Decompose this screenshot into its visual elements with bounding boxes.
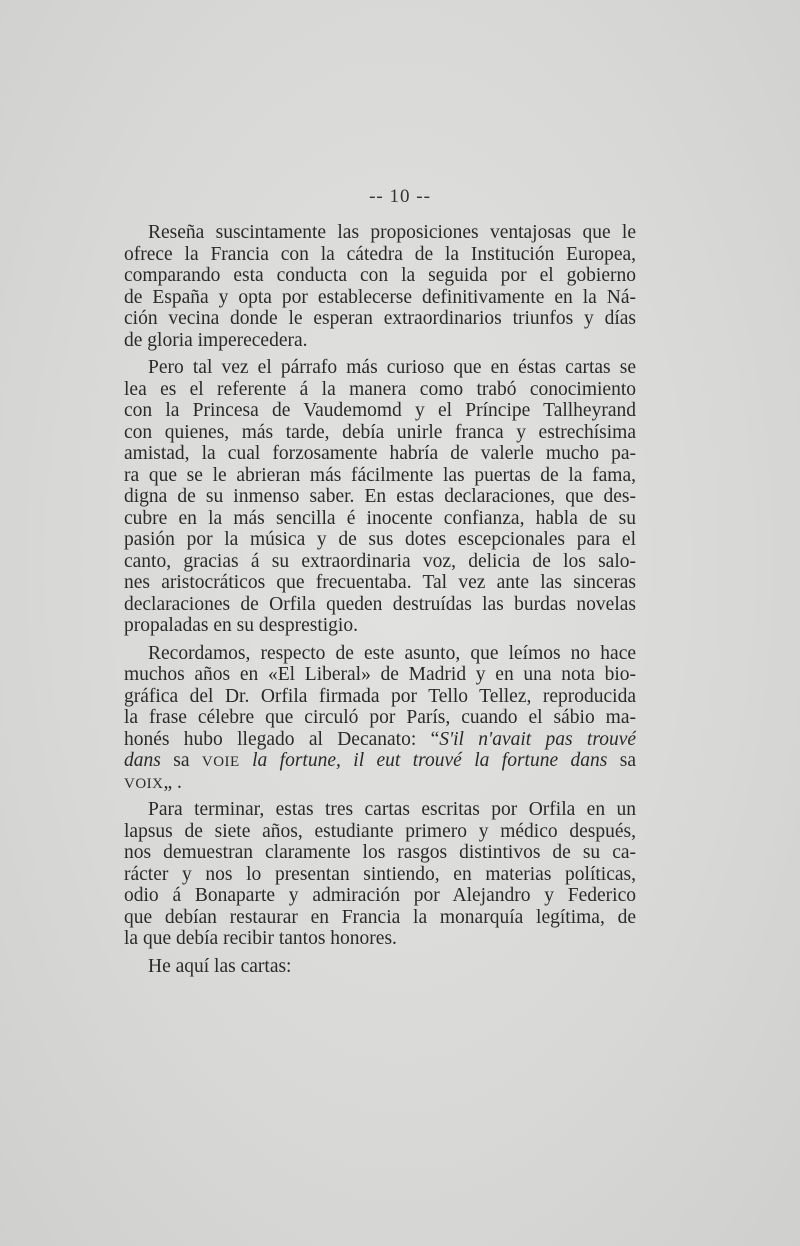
text-line: de España y opta por establecerse definitivamente en la Ná- [124, 286, 636, 308]
text-line: He aquí las cartas: [148, 955, 292, 977]
text-line: Para terminar, estas tres cartas escritas por Orfila en un [148, 799, 636, 820]
text-line: propaladas en su desprestigio. [124, 615, 358, 636]
text-line: pasión por la música y de sus dotes escepcionales para el [124, 529, 636, 550]
body-text [124, 222, 636, 977]
quote-text: S'il n'avait pas trouvé [439, 728, 636, 750]
quote-text: la fortune, il eut trouvé la fortune dans [239, 750, 608, 771]
text-line: canto, gracias á su extraordinaria voz, delicia de los salo- [124, 550, 636, 572]
paragraph-5 [124, 956, 636, 978]
text-line: la que debía recibir tantos honores. [124, 928, 397, 949]
quote-mark: “ [430, 728, 440, 750]
text-line: declaraciones de Orfila queden destruídas las burdas novelas [124, 593, 636, 615]
smallcaps-text: VOIX [124, 775, 164, 792]
paragraph-3 [124, 643, 636, 794]
text-line: cubre en la más sencilla é inocente confianza, habla de su [124, 507, 636, 529]
text-line: la frase célebre que circuló por París, cuando el sábio ma- [124, 707, 636, 728]
text-line: nos demuestran claramente los rasgos distintivos de su ca- [124, 842, 636, 863]
text-line: comparando esta conducta con la seguida por el gobierno [124, 265, 636, 286]
quote-line [124, 772, 636, 794]
text-line: ción vecina donde le esperan extraordinarios triunfos y días [124, 308, 636, 329]
text-line: gráfica del Dr. Orfila firmada por Tello Tellez, reproducida [124, 685, 636, 707]
text-line: ofrece la Francia con la cátedra de la Institución Europea, [124, 243, 636, 265]
text-line: nes aristocráticos que frecuentaba. Tal vez ante las sinceras [124, 572, 636, 593]
text-line: muchos años en «El Liberal» de Madrid y en una nota bio- [124, 664, 636, 685]
quote-text: dans [124, 750, 161, 771]
text-line: Pero tal vez el párrafo más curioso que en éstas cartas se [148, 357, 636, 378]
page-number: -- 10 -- [369, 186, 431, 207]
quote-line [124, 750, 636, 772]
text-line: con la Princesa de Vaudemomd y el Príncipe Tallheyrand [124, 400, 636, 421]
text-line: lapsus de siete años, estudiante primero y médico después, [124, 820, 636, 842]
smallcaps-text: VOIE [201, 754, 240, 770]
quote-line [124, 729, 636, 751]
text-line: rácter y nos lo presentan sintiendo, en materias políticas, [124, 863, 636, 885]
text-line: lea es el referente á la manera como trabó conocimiento [124, 378, 636, 400]
paragraph-4 [124, 799, 636, 950]
text-line: Recordamos, respecto de este asunto, que leímos no hace [148, 642, 636, 664]
text-line: ra que se le abrieran más fácilmente las puertas de la fama, [124, 464, 636, 486]
text-line: odio á Bonaparte y admiración por Alejandro y Federico [124, 885, 636, 906]
text-span: sa [607, 750, 636, 771]
text-line: que debían restaurar en Francia la monarquía legítima, de [124, 906, 636, 928]
text-line: Reseña suscintamente las proposiciones ventajosas que le [148, 222, 636, 243]
text-line: de gloria imperecedera. [124, 329, 308, 351]
text-span: sa [160, 750, 202, 771]
text-line: amistad, la cual forzosamente habría de valerle mucho pa- [124, 443, 636, 464]
text-span: honés hubo llegado al Decanato: [124, 728, 431, 750]
paragraph-1 [124, 222, 636, 351]
paragraph-2 [124, 357, 636, 637]
text-span: „ . [163, 771, 182, 793]
text-line: digna de su inmenso saber. En estas declaraciones, que des- [124, 486, 636, 507]
text-line: con quienes, más tarde, debía unirle franca y estrechísima [124, 421, 636, 443]
